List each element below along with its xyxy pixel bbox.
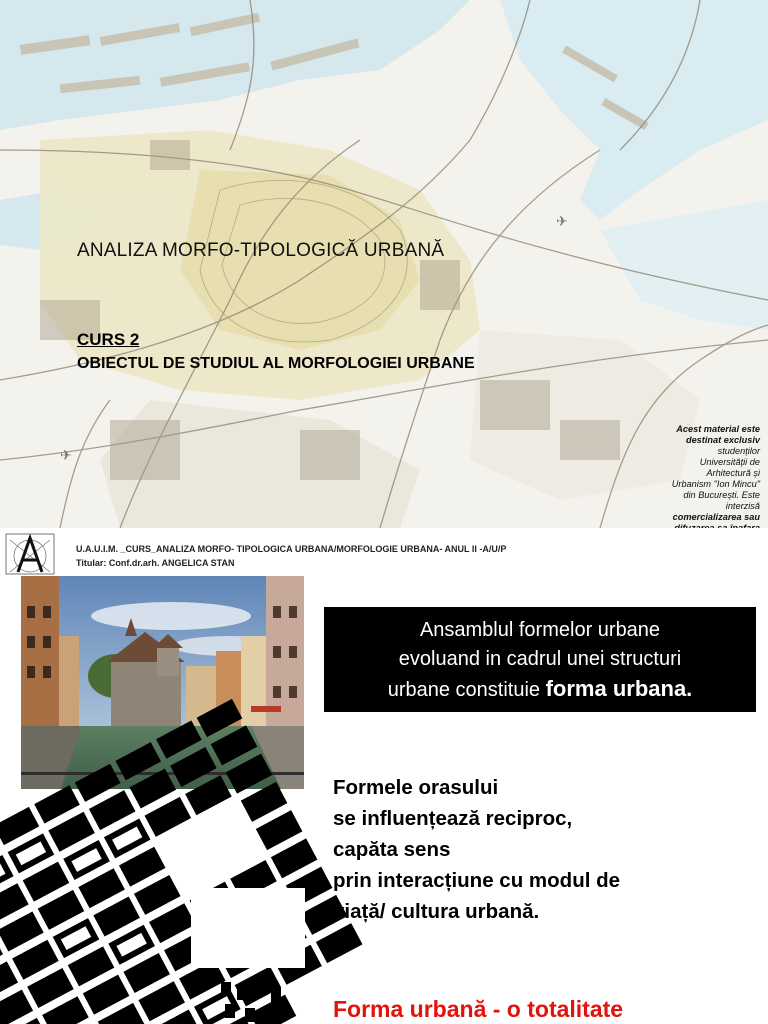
- notice-line: Acest material este: [676, 424, 760, 434]
- svg-text:✈: ✈: [60, 448, 72, 464]
- notice-line: Arhitectură și: [706, 468, 760, 478]
- body-line: viață/ cultura urbană.: [333, 900, 540, 923]
- definition-box: [324, 607, 756, 712]
- notice-line: Universității de: [699, 457, 760, 467]
- notice-line: destinat exclusiv: [685, 435, 760, 445]
- definition-prefix: urbane constituie: [387, 679, 546, 701]
- svg-text:✈: ✈: [556, 214, 568, 230]
- body-line: se influențează reciproc,: [333, 807, 573, 830]
- definition-line: [324, 674, 756, 705]
- figure-ground-plan: [21, 796, 305, 1024]
- slide-title-text: ANALIZA MORFO-TIPOLOGICĂ URBANĂ: [77, 240, 445, 261]
- body-text: [333, 772, 620, 927]
- uauim-logo-icon: [4, 532, 56, 576]
- definition-emphasis: forma urbana.: [545, 676, 693, 701]
- definition-line: evoluand in cadrul unei structuri: [398, 648, 682, 670]
- notice-line: Urbanism "Ion Mincu": [671, 479, 760, 489]
- slide-content: [0, 528, 768, 1024]
- body-line: prin interacțiune cu modul de: [333, 869, 621, 892]
- course-subtitle: OBIECTUL DE STUDIUL AL MORFOLOGIEI URBANE: [77, 355, 475, 372]
- course-number: CURS 2: [77, 330, 140, 349]
- red-heading: Forma urbană - o totalitate: [333, 996, 624, 1022]
- definition-line: Ansamblul formelor urbane: [419, 619, 661, 641]
- body-line: capăta sens: [333, 838, 451, 861]
- notice-line: comercializarea sau: [672, 512, 760, 522]
- course-instructor: Titular: Conf.dr.arh. ANGELICA STAN: [76, 558, 235, 568]
- course-header: U.A.U.I.M. _CURS_ANALIZA MORFO- TIPOLOGICA URBANA/MORFOLOGIE URBANA- ANUL II -A/U/P: [76, 544, 507, 554]
- body-line: Formele orasului: [333, 776, 499, 799]
- notice-line: din București. Este: [683, 490, 760, 500]
- notice-line: interzisă: [725, 501, 760, 511]
- notice-line: studenților: [717, 446, 760, 456]
